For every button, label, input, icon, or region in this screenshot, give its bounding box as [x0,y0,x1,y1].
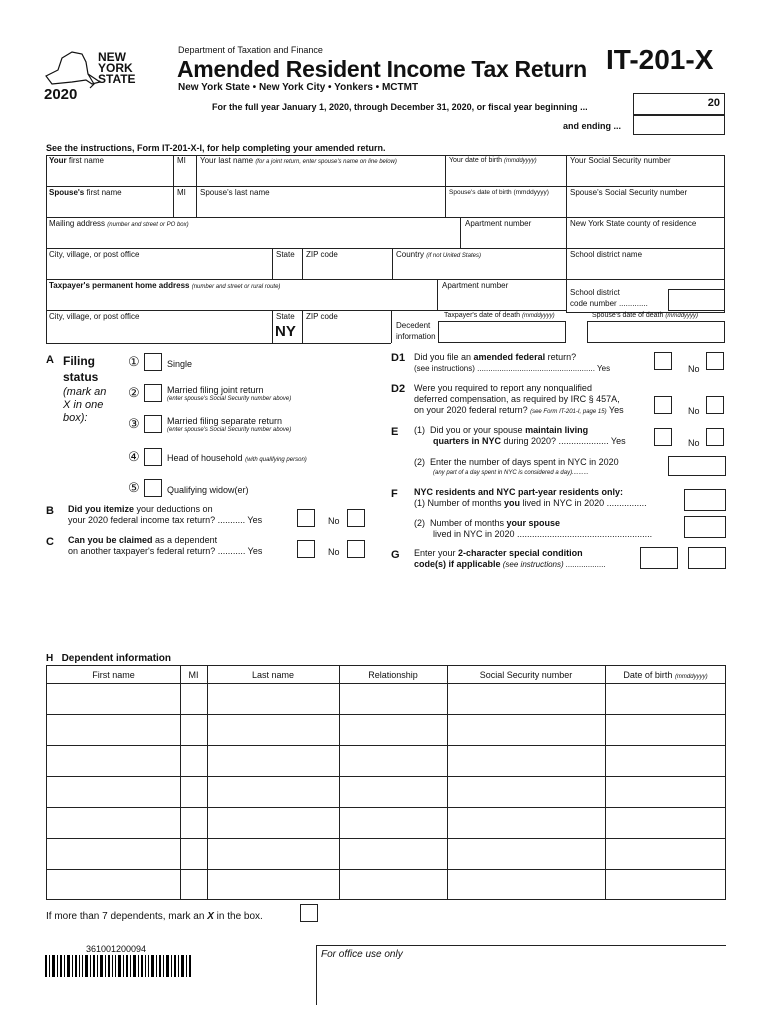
question-c-text: Can you be claimed as a dependent on another taxpayer's federal return? ........... Yes [68,535,263,556]
single-checkbox[interactable] [144,353,162,371]
spouse-nyc-months-input[interactable] [684,516,726,538]
question-f-letter: F [391,488,398,500]
mailing-address-input[interactable] [47,229,459,247]
county-label: New York State county of residence [570,219,697,228]
question-c-no-label: No [328,547,340,557]
dependent-row[interactable] [47,777,725,807]
state2-value: NY [275,323,296,340]
barcode-number: 361001200094 [86,944,147,954]
barcode [45,955,193,977]
jurisdictions: New York State • New York City • Yonkers • MCTMT [178,82,419,93]
ssn-label: Your Social Security number [570,156,671,165]
question-d1-no-checkbox[interactable] [706,352,724,370]
dependents-header: H Dependent information [46,653,172,664]
dependent-row[interactable] [47,684,725,714]
apartment-number-label: Apartment number [465,219,532,228]
state-label: State [276,250,295,259]
your-first-name-input[interactable] [47,166,172,185]
filing-status-letter: A [46,354,54,366]
your-first-name-label: Your first name [49,156,104,165]
filing-status-title: Filing status [63,354,99,384]
last-name-label: Your last name (for a joint return, enter spouse's name on line below) [200,156,397,165]
question-d2-letter: D2 [391,383,406,395]
spouse-dob-label: Spouse's date of birth (mmddyyyy) [449,189,549,196]
question-d1-text: Did you file an amended federal return? (see instructions) ..................................................... Yes [414,352,611,373]
spouse-ssn-input[interactable] [567,198,723,216]
question-c-yes-checkbox[interactable] [297,540,315,558]
question-d2-text: Were you required to report any nonqualified deferred compensation, as required by IRC § 457A, on your 2020 federal return? (see Form IT-201-I, page 15) Yes [414,383,624,415]
instructions-note: See the instructions, Form IT-201-X-I, for help completing your amended return. [46,143,386,153]
spouse-last-name-label: Spouse's last name [200,188,270,197]
department-name: Department of Taxation and Finance [178,45,323,55]
form-title: Amended Resident Income Tax Return [177,56,587,82]
column-dob: Date of birth (mmddyyyy) [623,670,708,680]
question-e1-no-checkbox[interactable] [706,428,724,446]
spouse-death-input[interactable] [587,321,725,343]
nyc-days-input[interactable] [668,456,726,476]
period-text: For the full year January 1, 2020, through December 31, 2020, or fiscal year beginning ... [212,102,588,112]
spouse-death-label: Spouse's date of death (mmddyyyy) [592,312,699,319]
spouse-first-name-input[interactable] [47,198,172,216]
decedent-label: Decedent information [396,321,436,341]
question-d1-yes-checkbox[interactable] [654,352,672,370]
taxpayer-death-label: Taxpayer's date of death (mmddyyyy) [444,312,555,319]
column-last-name: Last name [251,670,295,680]
dependent-row[interactable] [47,715,725,745]
dob-label: Your date of birth (mmddyyyy) [449,157,537,164]
dependent-row[interactable] [47,870,725,899]
your-last-name-input[interactable] [197,166,444,185]
filing-status-note: (mark an X in one box): [63,386,107,424]
qualifying-widow-checkbox[interactable] [144,479,162,497]
logo-text: NEW YORK STATE [98,50,136,86]
question-b-yes-checkbox[interactable] [297,509,315,527]
zip2-label: ZIP code [306,312,338,321]
your-dob-input[interactable] [446,166,565,185]
column-relationship: Relationship [368,670,418,680]
your-ssn-input[interactable] [567,166,723,185]
form-year: 2020 [44,86,78,103]
your-nyc-months-input[interactable] [684,489,726,511]
column-first-name: First name [92,670,135,680]
more-dependents-checkbox[interactable] [300,904,318,922]
country-label: Country (if not United States) [396,250,481,259]
question-b-no-label: No [328,516,340,526]
question-d1-letter: D1 [391,352,406,364]
dependents-table [46,665,726,900]
question-d2-no-checkbox[interactable] [706,396,724,414]
ending-text: and ending ... [563,121,622,131]
fiscal-year-begin-field[interactable]: 20 [633,93,725,115]
state2-label: State [276,312,295,321]
question-e1-yes-checkbox[interactable] [654,428,672,446]
form-id: IT-201-X [606,44,714,75]
question-d1-no-label: No [688,364,700,374]
special-code-2-input[interactable] [688,547,726,569]
city2-label: City, village, or post office [49,312,140,321]
question-d2-yes-checkbox[interactable] [654,396,672,414]
married-separate-checkbox[interactable] [144,415,162,433]
question-b-no-checkbox[interactable] [347,509,365,527]
question-f-title: NYC residents and NYC part-year residents only: [414,487,624,497]
spouse-last-name-input[interactable] [197,198,444,216]
question-e2-text: (2) Enter the number of days spent in NYC in 2020 (any part of a day spent in NYC is considered a day).......... [414,457,619,476]
more-dependents-text: If more than 7 dependents, mark an X in the box. [46,911,263,922]
spouse-first-name-label: Spouse's first name [49,188,122,197]
city-label: City, village, or post office [49,250,140,259]
taxpayer-death-input[interactable] [438,321,566,343]
school-district-label: School district name [570,250,643,259]
mailing-address-label: Mailing address (number and street or PO box) [49,219,189,228]
taxpayer-info-grid [46,155,725,343]
question-e1-no-label: No [688,438,700,448]
mi-label: MI [177,156,186,165]
question-e-letter: E [391,426,399,438]
fiscal-year-end-field[interactable] [633,115,725,135]
zip-label: ZIP code [306,250,338,259]
school-code-input[interactable] [668,289,725,311]
married-joint-checkbox[interactable] [144,384,162,402]
spouse-mi-label: MI [177,188,186,197]
permanent-address-label: Taxpayer's permanent home address (number and street or rural route) [49,281,281,290]
special-code-1-input[interactable] [640,547,678,569]
question-b-letter: B [46,505,54,517]
nys-logo [42,46,172,106]
column-ssn: Social Security number [479,670,573,680]
question-f2-text: (2) Number of months your spouse lived in NYC in 2020 ...................................................... [414,518,653,539]
question-c-no-checkbox[interactable] [347,540,365,558]
question-g-letter: G [391,549,400,561]
head-of-household-checkbox[interactable] [144,448,162,466]
question-g-text: Enter your 2-character special condition code(s) if applicable (see instructions) .................. [414,548,606,569]
permanent-apartment-label: Apartment number [442,281,509,290]
school-code-label: School district code number ............. [570,288,648,308]
barcode-icon [45,955,193,977]
office-use-box [316,945,726,1005]
question-f1-text: (1) Number of months you lived in NYC in 2020 ................ [414,498,647,508]
dependent-row[interactable] [47,746,725,776]
spouse-ssn-label: Spouse's Social Security number [570,188,688,197]
dependent-row[interactable] [47,839,725,869]
your-mi-input[interactable] [174,166,195,185]
dependent-row[interactable] [47,808,725,838]
question-e1-text: (1) Did you or your spouse maintain living quarters in NYC during 2020? .................... Yes [414,425,626,446]
question-d2-no-label: No [688,406,700,416]
office-use-label: For office use only [321,949,403,960]
column-mi: MI [188,670,199,680]
question-b-text: Did you itemize your deductions on your 2020 federal income tax return? ........... Yes [68,504,263,525]
question-c-letter: C [46,536,54,548]
